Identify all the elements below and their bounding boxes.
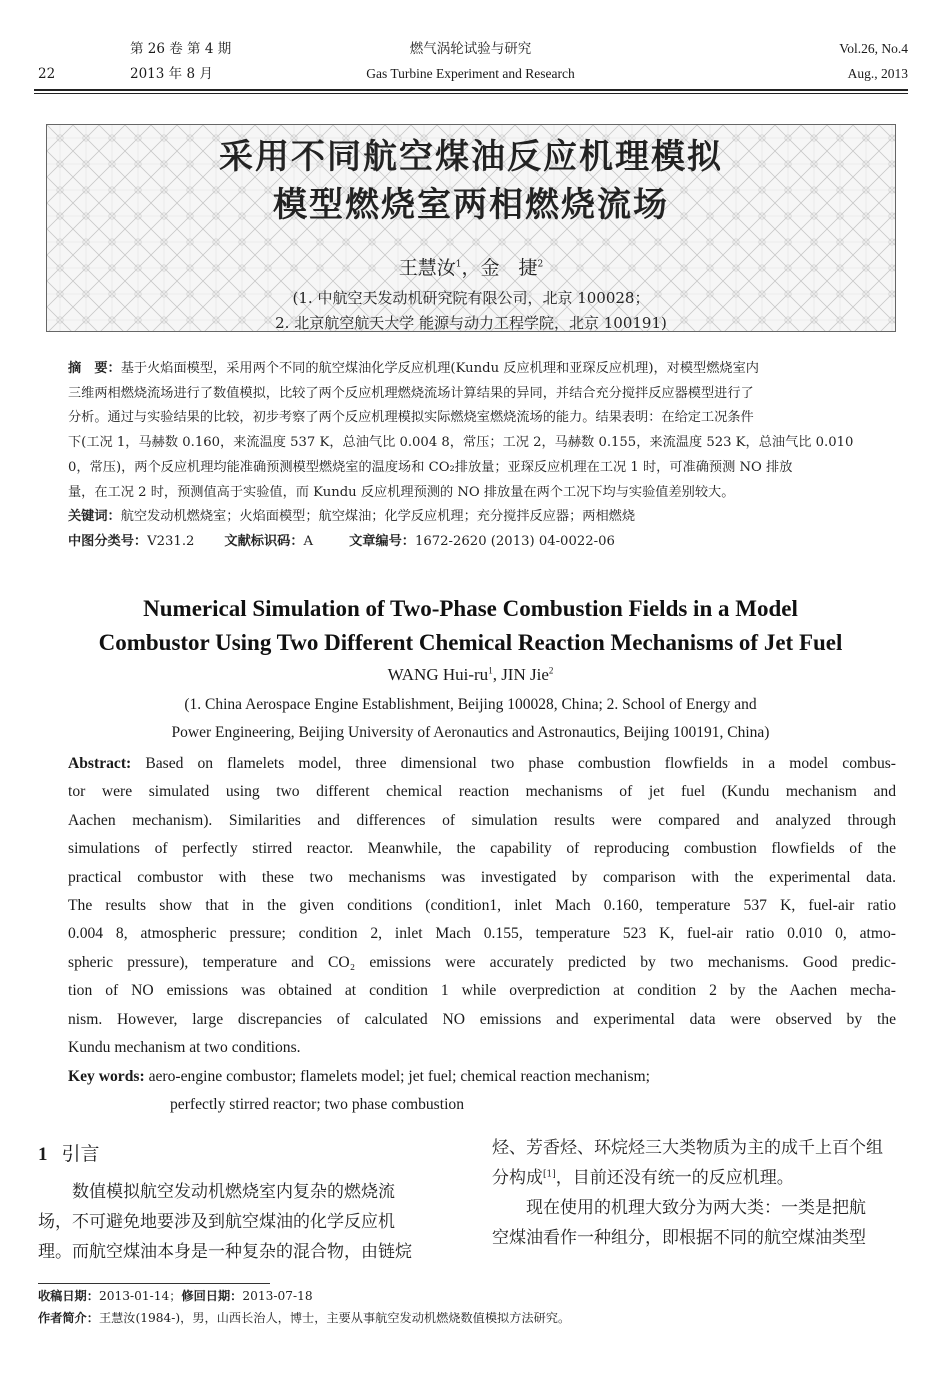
body-line: 理。而航空煤油本身是一种复杂的混合物，由链烷 <box>38 1242 412 1262</box>
authors-cn <box>47 253 895 280</box>
author2-en-sup: 2 <box>548 665 554 676</box>
body-line: 场，不可避免地要涉及到航空煤油的化学反应机 <box>38 1212 395 1232</box>
classification-line <box>68 530 896 555</box>
abstract-en-line: tor were simulated using two different chemical reaction mechanisms of jet fuel (Kundu mechanism and <box>68 783 896 801</box>
abstract-cn-line: 分析。通过与实验结果的比较，初步考察了两个反应机理模拟实际燃烧室燃烧流场的能力。结果表明：在给定工况条件 <box>68 410 754 426</box>
abstract-cn-line: 三维两相燃烧流场进行了数值模拟，比较了两个反应机理燃烧流场计算结果的异同，并结合充分搅拌反应器模型进行了 <box>68 385 754 401</box>
affiliation-cn-1: (1. 中航空天发动机研究院有限公司，北京 100028； <box>292 289 650 307</box>
header-rule-thin <box>34 93 908 94</box>
body-line-with-citation <box>492 1163 910 1193</box>
affiliation-en-1: (1. China Aerospace Engine Establishment, Beijing 100028, China; 2. School of Energy and <box>184 696 757 713</box>
abstract-en-line: nism. However, large discrepancies of calculated NO emissions and experimental data were observed by the <box>68 1010 896 1028</box>
body-line: 数值模拟航空发动机燃烧室内复杂的燃烧流 <box>38 1182 395 1202</box>
abstract-en-line: 0.004 8, atmospheric pressure; condition 2, inlet Mach 0.155, temperature 523 K, fuel-air ratio 0.010 0, atmo- <box>68 925 896 943</box>
journal-name-cn: 燃气涡轮试验与研究 <box>409 41 532 57</box>
volume-en: Vol.26, No.4 <box>839 41 908 56</box>
keywords-cn-label: 关键词： <box>68 509 121 525</box>
section-heading <box>38 1139 100 1166</box>
abstract-en <box>68 750 896 1062</box>
abstract-en-line: spheric pressure), temperature and CO₂ emissions were accurately predicted by two mechanisms. Good predic- <box>68 953 896 971</box>
clc-label: 中图分类号： <box>68 533 148 549</box>
title-en-line2: Combustor Using Two Different Chemical Reaction Mechanisms of Jet Fuel <box>98 630 843 655</box>
abstract-en-line: simulations of perfectly stirred reactor. Meanwhile, the capability of reproducing combustion flowfields of the <box>68 840 896 858</box>
authors-en <box>0 665 941 685</box>
author2-cn-sup: 2 <box>537 259 544 270</box>
abstract-en-label: Abstract: <box>68 755 132 772</box>
author1-en-sup: 1 <box>488 665 493 676</box>
abstract-en-line: practical combustor with these two mechanisms was investigated by comparison with the experimental data. <box>68 868 896 886</box>
body-text: ，目前还没有统一的反应机理。 <box>555 1168 794 1188</box>
footnote-rule <box>38 1283 270 1284</box>
doc-code-value: A <box>303 533 314 549</box>
body-text: 分构成 <box>492 1168 543 1188</box>
date-cn: 2013 年 8 月 <box>130 66 213 82</box>
footnote-dates <box>38 1287 313 1304</box>
abstract-en-line: tion of NO emissions was obtained at condition 1 while overprediction at condition 2 by the Aachen mecha- <box>68 982 896 1000</box>
section-title: 引言 <box>61 1143 100 1165</box>
author-sep-en: , <box>492 665 502 684</box>
revised-date: 2013-07-18 <box>242 1289 313 1303</box>
keywords-en-line1: aero-engine combustor; flamelets model; jet fuel; chemical reaction mechanism; <box>148 1068 650 1085</box>
author1-cn: 王慧汝 <box>398 257 456 279</box>
header-rule <box>34 89 908 91</box>
abstract-cn-label: 摘 要： <box>68 361 121 376</box>
bio-label: 作者简介： <box>38 1311 99 1325</box>
affiliation-cn-2: 2. 北京航空航天大学 能源与动力工程学院，北京 100191) <box>275 314 667 332</box>
article-no-label: 文章编号： <box>349 533 415 549</box>
abstract-cn-line: 量，在工况 2 时，预测值高于实验值，而 Kundu 反应机理预测的 NO 排放量在两个工况下均与实验值差别较大。 <box>68 484 735 500</box>
section-number: 1 <box>38 1144 48 1165</box>
body-line: 烃、芳香烃、环烷烃三大类物质为主的成千上百个组 <box>492 1138 883 1158</box>
received-label: 收稿日期： <box>38 1289 99 1303</box>
title-panel <box>46 124 896 332</box>
keywords-en-line2: perfectly stirred reactor; two phase combustion <box>170 1096 465 1113</box>
journal-name-en: Gas Turbine Experiment and Research <box>366 66 575 81</box>
received-date: 2013-01-14； <box>98 1289 182 1303</box>
citation-ref[interactable]: [1] <box>543 1169 556 1180</box>
keywords-cn-text: 航空发动机燃烧室；火焰面模型；航空煤油；化学反应机理；充分搅拌反应器；两相燃烧 <box>120 509 636 525</box>
abstract-cn <box>68 357 896 555</box>
body-line: 现在使用的机理大致分为两大类：一类是把航 <box>492 1198 866 1218</box>
author2-en: JIN Jie <box>501 665 549 684</box>
author-sep-cn: ， <box>461 257 481 279</box>
title-en-line1: Numerical Simulation of Two-Phase Combustion Fields in a Model <box>143 596 798 621</box>
article-no-value: 1672-2620 (2013) 04-0022-06 <box>415 533 615 549</box>
volume-cn: 第 26 卷 第 4 期 <box>130 41 232 57</box>
abstract-cn-line: 0，常压)，两个反应机理均能准确预测模型燃烧室的温度场和 CO₂排放量；亚琛反应机理在工况 1 时，可准确预测 NO 排放 <box>68 459 793 475</box>
revised-label: 修回日期： <box>181 1289 243 1303</box>
author1-en: WANG Hui-ru <box>387 665 489 684</box>
body-column-right <box>492 1133 910 1253</box>
author1-cn-sup: 1 <box>455 259 462 270</box>
abstract-en-line: Aachen mechanism). Similarities and differences of simulation results were compared and analyzed through <box>68 811 896 829</box>
abstract-en-line: Based on flamelets model, three dimensional two phase combustion flowfields in a model combus- <box>145 755 896 772</box>
abstract-en-line: The results show that in the given conditions (condition1, inlet Mach 0.160, temperature 537 K, fuel-air ratio <box>68 897 896 915</box>
body-column-left <box>38 1177 456 1267</box>
abstract-en-line: Kundu mechanism at two conditions. <box>68 1039 301 1057</box>
affiliation-en-2: Power Engineering, Beijing University of Aeronautics and Astronautics, Beijing 100191, China) <box>171 724 770 741</box>
author2-cn: 金 捷 <box>480 257 538 279</box>
page-number: 22 <box>38 66 56 82</box>
keywords-cn <box>68 505 896 530</box>
keywords-en-label: Key words: <box>68 1068 145 1085</box>
body-line: 空煤油看作一种组分，即根据不同的航空煤油类型 <box>492 1228 866 1248</box>
date-en: Aug., 2013 <box>847 66 908 81</box>
clc-value: V231.2 <box>147 533 195 549</box>
title-cn-line1: 采用不同航空煤油反应机理模拟 <box>219 137 723 177</box>
footnote-bio <box>38 1309 570 1326</box>
abstract-cn-line: 下(工况 1，马赫数 0.160，来流温度 537 K，总油气比 0.004 8，常压；工况 2，马赫数 0.155，来流温度 523 K，总油气比 0.010 <box>68 435 854 451</box>
title-cn-line2: 模型燃烧室两相燃烧流场 <box>273 185 669 225</box>
abstract-cn-line: 基于火焰面模型，采用两个不同的航空煤油化学反应机理(Kundu 反应机理和亚琛反应机理)，对模型燃烧室内 <box>120 361 759 376</box>
bio-text: 王慧汝(1984-)，男，山西长治人，博士，主要从事航空发动机燃烧数值模拟方法研究。 <box>98 1311 571 1325</box>
keywords-en <box>68 1063 650 1091</box>
doc-code-label: 文献标识码： <box>224 533 304 549</box>
